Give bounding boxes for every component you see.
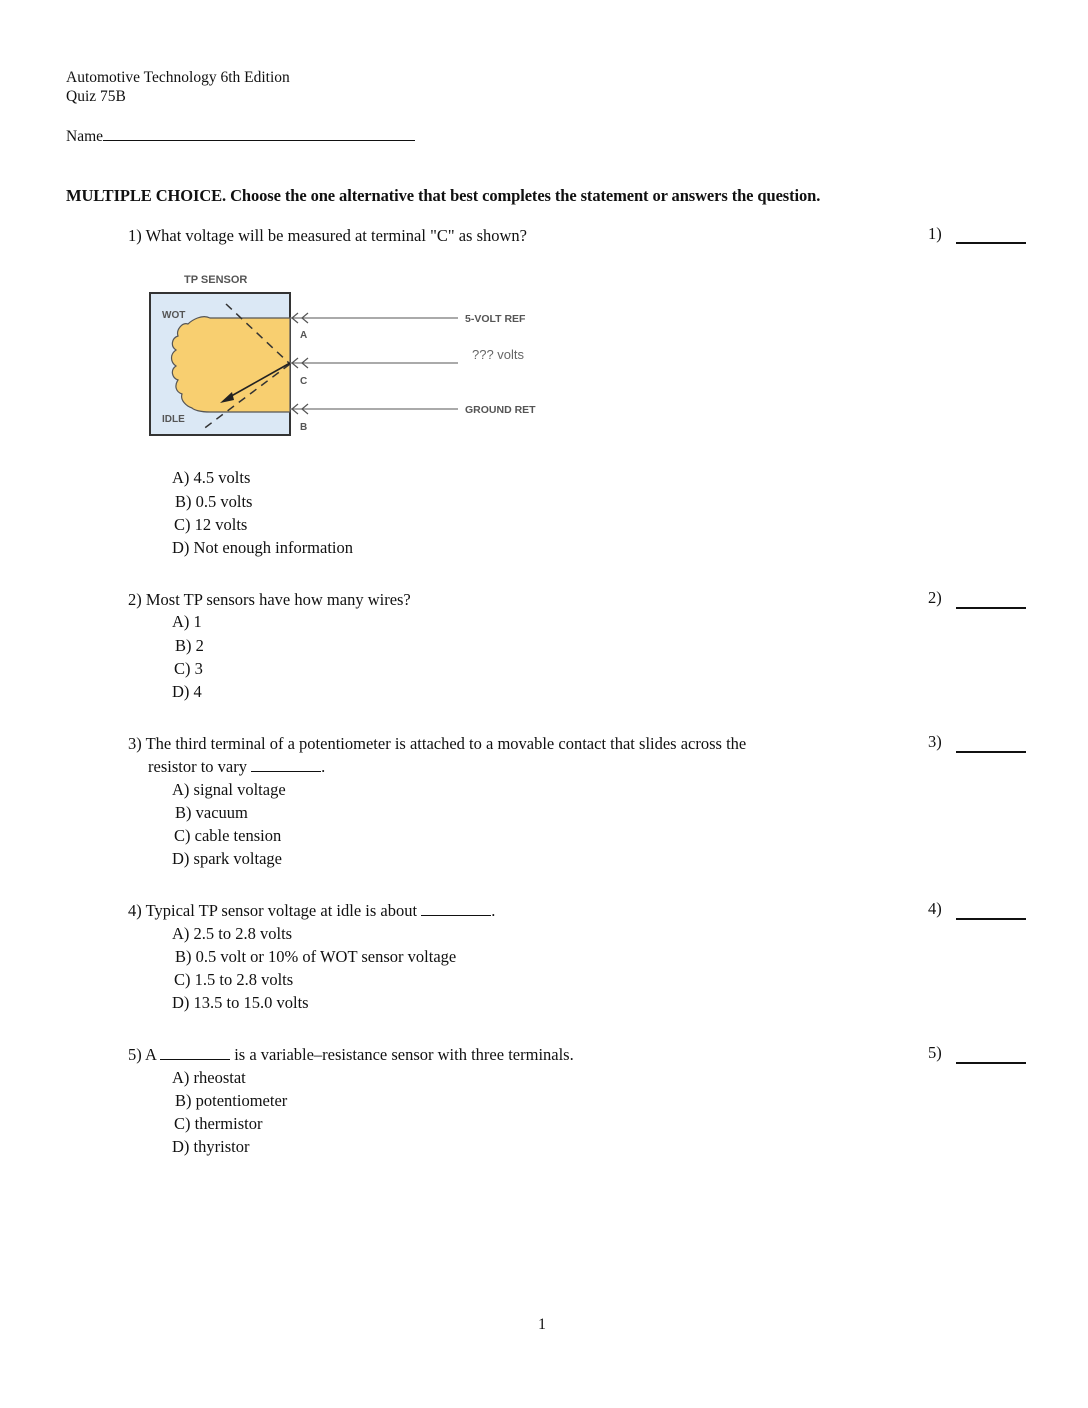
question-3-text-post: .	[321, 757, 326, 776]
answer-number-3: 3)	[928, 732, 942, 751]
answer-number-2: 2)	[928, 588, 942, 607]
page-number: 1	[538, 1316, 546, 1333]
question-3-blank	[251, 759, 321, 772]
question-1-text: 1) What voltage will be measured at terminal "C" as shown?	[128, 226, 527, 245]
q1-option-d[interactable]: D) Not enough information	[172, 538, 354, 557]
question-5-text-pre: 5) A	[128, 1045, 161, 1064]
q5-option-d[interactable]: D) thyristor	[172, 1137, 250, 1156]
q5-option-b[interactable]: B) potentiometer	[175, 1091, 288, 1110]
answer-blank-2[interactable]	[956, 607, 1026, 609]
course-title: Automotive Technology 6th Edition	[66, 69, 290, 86]
terminal-b-label: B	[300, 422, 308, 433]
answer-number-5: 5)	[928, 1043, 942, 1062]
question-5-blank	[160, 1047, 230, 1060]
question-2-text: 2) Most TP sensors have how many wires?	[128, 590, 411, 609]
question-3-text-line1: 3) The third terminal of a potentiometer is attached to a movable contact that slides across the	[128, 734, 747, 753]
answer-number-4: 4)	[928, 899, 942, 918]
answer-blank-1[interactable]	[956, 242, 1026, 244]
q1-option-b[interactable]: B) 0.5 volts	[175, 492, 253, 511]
answer-number-1: 1)	[928, 224, 942, 243]
wire-label-ground: GROUND RET	[465, 404, 536, 416]
terminal-c-label: C	[300, 376, 308, 387]
q2-option-b[interactable]: B) 2	[175, 636, 204, 655]
q3-option-b[interactable]: B) vacuum	[175, 803, 248, 822]
question-5-text-post: is a variable–resistance sensor with three terminals.	[230, 1045, 574, 1064]
question-4-blank	[421, 903, 491, 916]
q1-option-c[interactable]: C) 12 volts	[174, 515, 248, 534]
q3-option-d[interactable]: D) spark voltage	[172, 849, 282, 868]
question-4-text-post: .	[491, 901, 496, 920]
answer-blank-3[interactable]	[956, 751, 1026, 753]
q5-option-c[interactable]: C) thermistor	[174, 1114, 263, 1133]
q3-option-a[interactable]: A) signal voltage	[172, 780, 286, 799]
q3-option-c[interactable]: C) cable tension	[174, 826, 282, 845]
name-field[interactable]	[66, 126, 415, 146]
q1-option-a[interactable]: A) 4.5 volts	[172, 468, 251, 487]
q4-option-d[interactable]: D) 13.5 to 15.0 volts	[172, 993, 309, 1012]
name-blank-line[interactable]	[103, 126, 415, 141]
q4-option-c[interactable]: C) 1.5 to 2.8 volts	[174, 970, 294, 989]
question-5-text	[128, 1043, 888, 1066]
tp-sensor-diagram	[140, 262, 560, 442]
q2-option-d[interactable]: D) 4	[172, 682, 202, 701]
question-4-text-pre: 4) Typical TP sensor voltage at idle is about	[128, 901, 422, 920]
q4-option-a[interactable]: A) 2.5 to 2.8 volts	[172, 924, 293, 943]
q5-option-a[interactable]: A) rheostat	[172, 1068, 246, 1087]
question-3-text-line2	[148, 755, 325, 778]
q2-option-a[interactable]: A) 1	[172, 612, 202, 631]
name-label: Name	[66, 128, 104, 145]
wot-label: WOT	[162, 310, 186, 321]
wire-label-signal: ??? volts	[472, 347, 525, 362]
answer-blank-4[interactable]	[956, 918, 1026, 920]
terminal-a-label: A	[300, 330, 308, 341]
answer-blank-5[interactable]	[956, 1062, 1026, 1064]
q4-option-b[interactable]: B) 0.5 volt or 10% of WOT sensor voltage	[175, 947, 457, 966]
diagram-title: TP SENSOR	[184, 274, 248, 286]
instructions: MULTIPLE CHOICE. Choose the one alternative that best completes the statement or answers the question.	[66, 186, 821, 205]
question-4-text	[128, 899, 888, 922]
wire-label-5v-ref: 5-VOLT REF	[465, 313, 526, 325]
question-3-text-pre: resistor to vary	[148, 757, 252, 776]
quiz-title: Quiz 75B	[66, 88, 126, 105]
idle-label: IDLE	[162, 414, 185, 425]
q2-option-c[interactable]: C) 3	[174, 659, 203, 678]
